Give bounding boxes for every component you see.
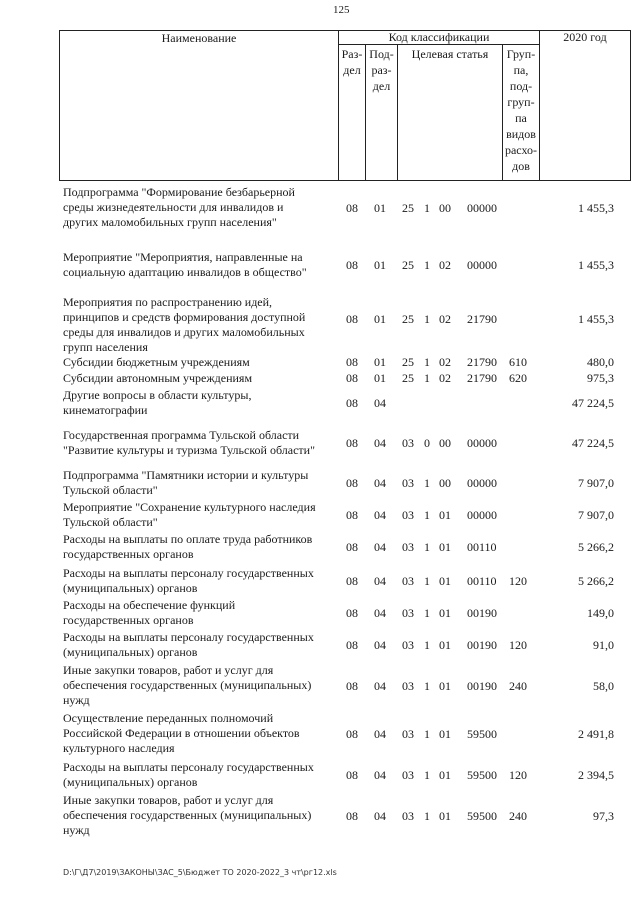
row-cs-direction: 00190 — [467, 638, 497, 652]
row-cs-event: 02 — [439, 312, 451, 326]
row-amount: 2 491,8 — [578, 727, 614, 741]
row-podrazdel: 04 — [374, 768, 386, 782]
row-cs-direction: 21790 — [467, 312, 497, 326]
row-podrazdel: 01 — [374, 258, 386, 272]
row-razdel: 08 — [346, 606, 358, 620]
row-razdel: 08 — [346, 727, 358, 741]
row-razdel: 08 — [346, 258, 358, 272]
row-cs-program: 25 — [402, 201, 414, 215]
row-amount: 1 455,3 — [578, 312, 614, 326]
row-cs-event: 02 — [439, 355, 451, 369]
row-cs-program: 03 — [402, 540, 414, 554]
row-name: Субсидии бюджетным учреждениям — [63, 355, 250, 369]
row-podrazdel: 04 — [374, 809, 386, 823]
header-code: Код классификации — [388, 30, 490, 44]
row-amount: 91,0 — [593, 638, 614, 652]
row-razdel: 08 — [346, 371, 358, 385]
row-amount: 975,3 — [587, 371, 614, 385]
row-cs-direction: 00000 — [467, 436, 497, 450]
row-amount: 5 266,2 — [578, 540, 614, 554]
page-number: 125 — [333, 4, 350, 16]
row-podrazdel: 04 — [374, 508, 386, 522]
row-name: Иные закупки товаров, работ и услуг для обеспечения государственных (муниципальных) нужд — [63, 663, 312, 707]
row-cs-program: 25 — [402, 258, 414, 272]
row-cs-direction: 59500 — [467, 768, 497, 782]
row-cs-event: 01 — [439, 508, 451, 522]
row-cs-event: 00 — [439, 201, 451, 215]
row-amount: 480,0 — [587, 355, 614, 369]
row-name: Расходы на выплаты по оплате труда работников государственных органов — [63, 532, 313, 561]
header-razdel: Раз- дел — [341, 47, 363, 77]
header-gruppa: Груп- па, под- груп- па видов расхо- дов — [504, 47, 538, 173]
row-podrazdel: 04 — [374, 396, 386, 410]
row-razdel: 08 — [346, 768, 358, 782]
row-cs-direction: 59500 — [467, 727, 497, 741]
row-cs-subprogram: 1 — [424, 574, 430, 588]
header-celevaya-statya: Целевая статья — [411, 47, 489, 61]
row-cs-event: 00 — [439, 436, 451, 450]
row-name: Другие вопросы в области культуры, кинематографии — [63, 388, 252, 417]
row-cs-program: 03 — [402, 638, 414, 652]
row-gruppa: 240 — [509, 679, 527, 693]
row-amount: 149,0 — [587, 606, 614, 620]
row-razdel: 08 — [346, 540, 358, 554]
row-cs-subprogram: 1 — [424, 809, 430, 823]
row-cs-program: 25 — [402, 355, 414, 369]
row-amount: 47 224,5 — [572, 396, 614, 410]
row-cs-subprogram: 1 — [424, 258, 430, 272]
row-podrazdel: 01 — [374, 312, 386, 326]
row-razdel: 08 — [346, 809, 358, 823]
row-razdel: 08 — [346, 355, 358, 369]
row-name: Расходы на обеспечение функций государственных органов — [63, 598, 236, 627]
header-name: Наименование — [161, 31, 237, 45]
row-name: Мероприятие "Мероприятия, направленные на социальную адаптацию инвалидов в общество" — [63, 250, 307, 279]
row-cs-direction: 00190 — [467, 606, 497, 620]
row-cs-subprogram: 1 — [424, 371, 430, 385]
row-name: Иные закупки товаров, работ и услуг для обеспечения государственных (муниципальных) нужд — [63, 793, 312, 837]
row-cs-subprogram: 1 — [424, 540, 430, 554]
row-razdel: 08 — [346, 201, 358, 215]
row-cs-program: 25 — [402, 312, 414, 326]
row-cs-direction: 00000 — [467, 201, 497, 215]
row-cs-subprogram: 1 — [424, 606, 430, 620]
row-razdel: 08 — [346, 312, 358, 326]
row-amount: 2 394,5 — [578, 768, 614, 782]
row-cs-event: 01 — [439, 768, 451, 782]
row-cs-event: 01 — [439, 809, 451, 823]
header-year: 2020 год — [563, 30, 607, 44]
row-name: Осуществление переданных полномочий Российской Федерации в отношении объектов культурного наследия — [63, 711, 300, 755]
row-gruppa: 240 — [509, 809, 527, 823]
row-amount: 7 907,0 — [578, 476, 614, 490]
row-cs-program: 03 — [402, 679, 414, 693]
row-cs-program: 03 — [402, 508, 414, 522]
row-amount: 58,0 — [593, 679, 614, 693]
row-podrazdel: 04 — [374, 679, 386, 693]
row-razdel: 08 — [346, 508, 358, 522]
row-podrazdel: 01 — [374, 371, 386, 385]
row-cs-subprogram: 1 — [424, 508, 430, 522]
row-amount: 47 224,5 — [572, 436, 614, 450]
row-amount: 5 266,2 — [578, 574, 614, 588]
row-gruppa: 120 — [509, 638, 527, 652]
row-cs-direction: 00110 — [467, 574, 497, 588]
row-cs-event: 02 — [439, 258, 451, 272]
row-cs-subprogram: 1 — [424, 768, 430, 782]
row-name: Субсидии автономным учреждениям — [63, 371, 253, 385]
row-podrazdel: 04 — [374, 540, 386, 554]
row-cs-direction: 00000 — [467, 476, 497, 490]
row-cs-event: 00 — [439, 476, 451, 490]
row-cs-program: 03 — [402, 436, 414, 450]
row-cs-program: 03 — [402, 809, 414, 823]
row-cs-event: 02 — [439, 371, 451, 385]
row-gruppa: 620 — [509, 371, 527, 385]
row-razdel: 08 — [346, 574, 358, 588]
row-cs-subprogram: 0 — [424, 436, 430, 450]
row-podrazdel: 04 — [374, 476, 386, 490]
row-name: Мероприятия по распространению идей, принципов и средств формирования доступной среды для инвалидов и других маломобильных групп населения — [63, 295, 306, 354]
row-cs-program: 03 — [402, 768, 414, 782]
header-podrazdel: Под- раз- дел — [369, 47, 394, 93]
row-cs-program: 03 — [402, 476, 414, 490]
row-cs-subprogram: 1 — [424, 679, 430, 693]
row-amount: 1 455,3 — [578, 201, 614, 215]
row-razdel: 08 — [346, 476, 358, 490]
row-cs-program: 03 — [402, 727, 414, 741]
row-cs-direction: 00110 — [467, 540, 497, 554]
row-cs-event: 01 — [439, 540, 451, 554]
row-cs-event: 01 — [439, 574, 451, 588]
row-cs-event: 01 — [439, 679, 451, 693]
row-cs-subprogram: 1 — [424, 727, 430, 741]
row-podrazdel: 01 — [374, 201, 386, 215]
row-cs-subprogram: 1 — [424, 201, 430, 215]
row-gruppa: 610 — [509, 355, 527, 369]
row-cs-subprogram: 1 — [424, 355, 430, 369]
row-cs-event: 01 — [439, 606, 451, 620]
row-amount: 97,3 — [593, 809, 614, 823]
row-cs-direction: 00000 — [467, 508, 497, 522]
row-name: Мероприятие "Сохранение культурного наследия Тульской области" — [63, 500, 316, 529]
row-gruppa: 120 — [509, 768, 527, 782]
row-amount: 1 455,3 — [578, 258, 614, 272]
row-podrazdel: 04 — [374, 574, 386, 588]
row-cs-subprogram: 1 — [424, 638, 430, 652]
file-path-footer: D:\Г\Д7\2019\ЗАКОНЫ\ЗАС_5\Бюджет ТО 2020-2022_3 чт\рг12.xls — [63, 868, 337, 877]
row-cs-event: 01 — [439, 638, 451, 652]
row-cs-direction: 00000 — [467, 258, 497, 272]
row-cs-subprogram: 1 — [424, 476, 430, 490]
row-podrazdel: 01 — [374, 355, 386, 369]
row-cs-program: 03 — [402, 606, 414, 620]
row-podrazdel: 04 — [374, 606, 386, 620]
row-amount: 7 907,0 — [578, 508, 614, 522]
row-cs-direction: 21790 — [467, 371, 497, 385]
row-name: Расходы на выплаты персоналу государственных (муниципальных) органов — [63, 630, 314, 659]
row-cs-program: 25 — [402, 371, 414, 385]
row-name: Расходы на выплаты персоналу государственных (муниципальных) органов — [63, 760, 314, 789]
row-name: Расходы на выплаты персоналу государственных (муниципальных) органов — [63, 566, 314, 595]
row-cs-event: 01 — [439, 727, 451, 741]
row-cs-subprogram: 1 — [424, 312, 430, 326]
row-name: Государственная программа Тульской области "Развитие культуры и туризма Тульской области" — [63, 428, 315, 457]
row-podrazdel: 04 — [374, 436, 386, 450]
row-name: Подпрограмма "Памятники истории и культуры Тульской области" — [63, 468, 309, 497]
row-cs-direction: 00190 — [467, 679, 497, 693]
row-cs-direction: 59500 — [467, 809, 497, 823]
row-name: Подпрограмма "Формирование безбарьерной среды жизнедеятельности для инвалидов и других маломобильных групп населения" — [63, 185, 295, 229]
row-cs-program: 03 — [402, 574, 414, 588]
row-podrazdel: 04 — [374, 638, 386, 652]
row-razdel: 08 — [346, 436, 358, 450]
row-razdel: 08 — [346, 679, 358, 693]
row-razdel: 08 — [346, 396, 358, 410]
row-razdel: 08 — [346, 638, 358, 652]
row-cs-direction: 21790 — [467, 355, 497, 369]
row-podrazdel: 04 — [374, 727, 386, 741]
row-gruppa: 120 — [509, 574, 527, 588]
